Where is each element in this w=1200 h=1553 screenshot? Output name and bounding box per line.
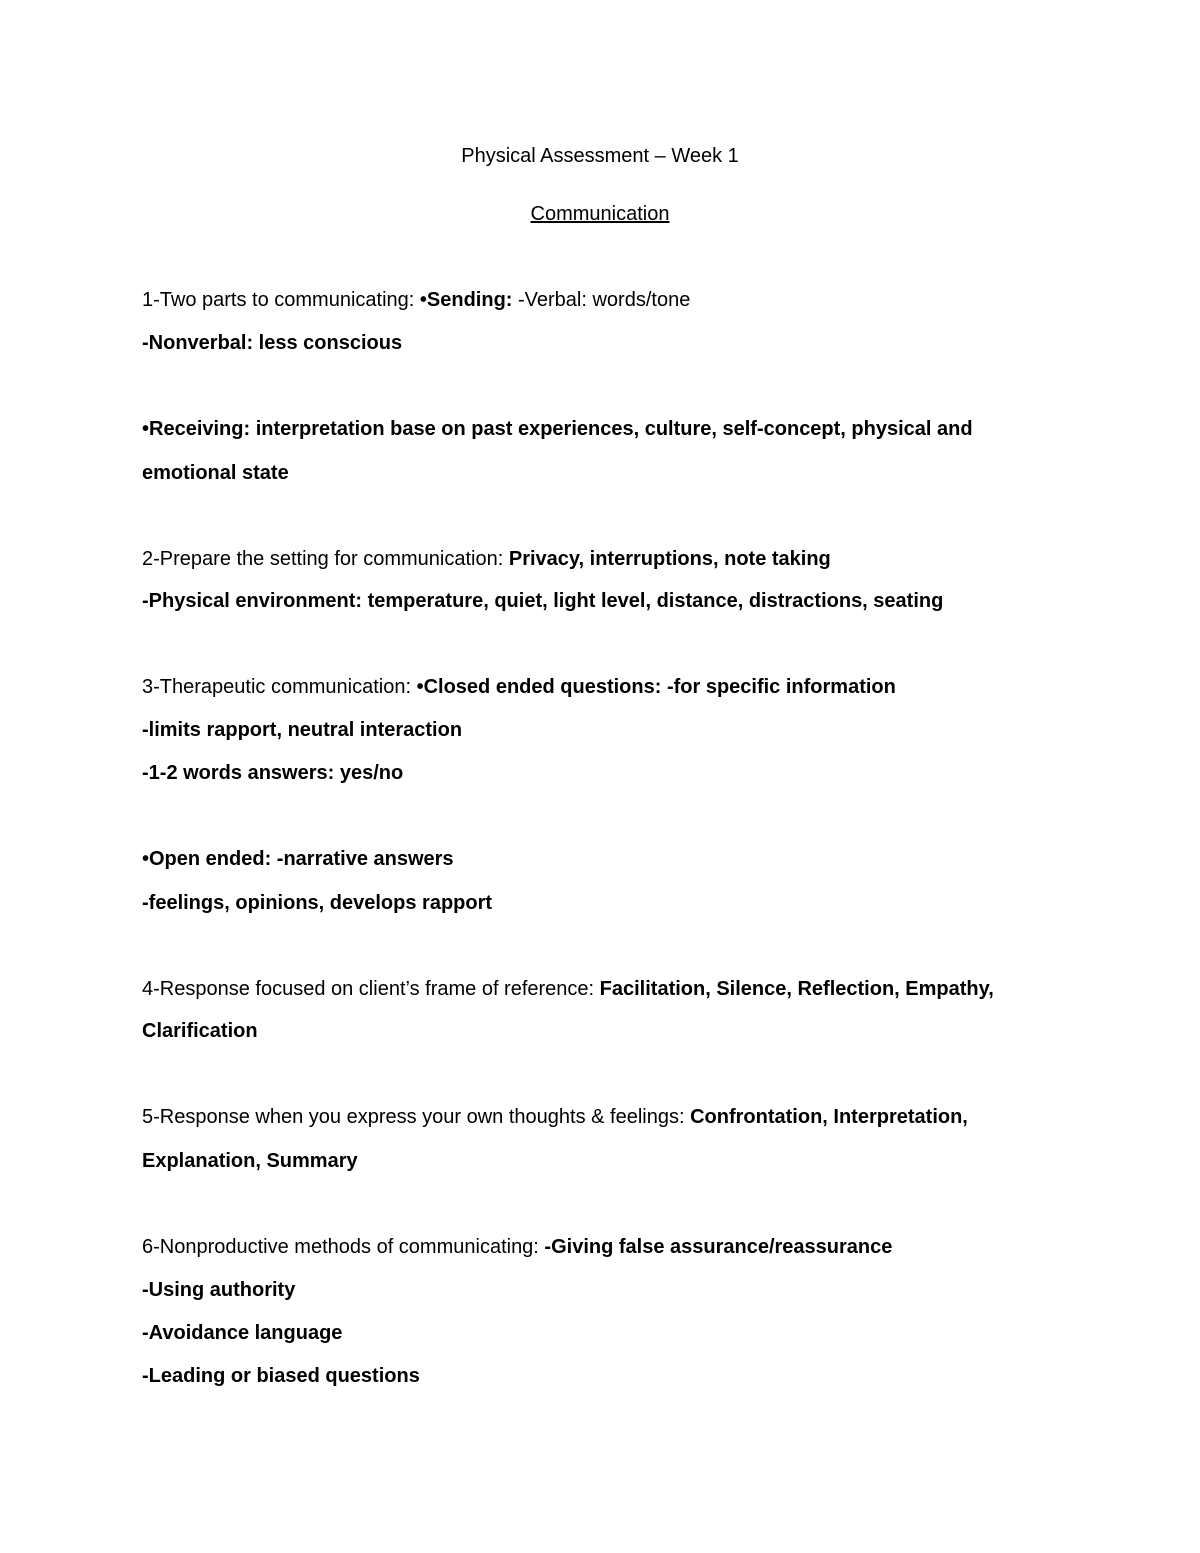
s3-line-5: -feelings, opinions, develops rapport (142, 892, 493, 914)
s6-intro: 6-Nonproductive methods of communicating: (142, 1236, 545, 1258)
s3-line-2: -limits rapport, neutral interaction (142, 719, 463, 741)
s2-detail: Privacy, interruptions, note taking (508, 548, 831, 570)
s3-line-3: -1-2 words answers: yes/no (142, 762, 404, 784)
s5-line-2: Explanation, Summary (142, 1150, 358, 1172)
s6-line-4: -Leading or biased questions (142, 1365, 420, 1387)
page-title: Physical Assessment – Week 1 (461, 145, 739, 167)
s2-line-1 (142, 546, 831, 572)
s2-intro: 2-Prepare the setting for communication: (142, 548, 509, 570)
s6-line-2: -Using authority (142, 1279, 296, 1301)
s3-line-1 (142, 674, 896, 700)
s3-closed: •Closed ended questions: -for specific information (416, 676, 896, 698)
s6-line-1 (142, 1234, 892, 1260)
s4-line-1 (142, 976, 994, 1002)
s1-line-4: emotional state (142, 462, 289, 484)
s5-intro: 5-Response when you express your own thoughts & feelings: (142, 1106, 691, 1128)
s5-line-1 (142, 1104, 968, 1130)
s1-line-2: -Nonverbal: less conscious (142, 332, 403, 354)
s5-detail: Confrontation, Interpretation, (690, 1106, 968, 1128)
s3-line-4: •Open ended: -narrative answers (142, 848, 454, 870)
s2-line-2: -Physical environment: temperature, quiet, light level, distance, distractions, seating (142, 590, 944, 612)
s6-line-3: -Avoidance language (142, 1322, 343, 1344)
s3-intro: 3-Therapeutic communication: (142, 676, 417, 698)
s1-line-3: •Receiving: interpretation base on past experiences, culture, self-concept, physical and (142, 418, 973, 440)
s1-verbal: -Verbal: words/tone (518, 289, 691, 311)
s1-line-1 (142, 287, 690, 313)
s6-detail: -Giving false assurance/reassurance (544, 1236, 893, 1258)
s4-line-2: Clarification (142, 1020, 258, 1042)
section-heading: Communication (530, 203, 670, 225)
s1-intro: 1-Two parts to communicating: (142, 289, 420, 311)
s1-sending: •Sending: (419, 289, 518, 311)
s4-intro: 4-Response focused on client’s frame of reference: (142, 978, 600, 1000)
s4-detail: Facilitation, Silence, Reflection, Empathy, (599, 978, 994, 1000)
